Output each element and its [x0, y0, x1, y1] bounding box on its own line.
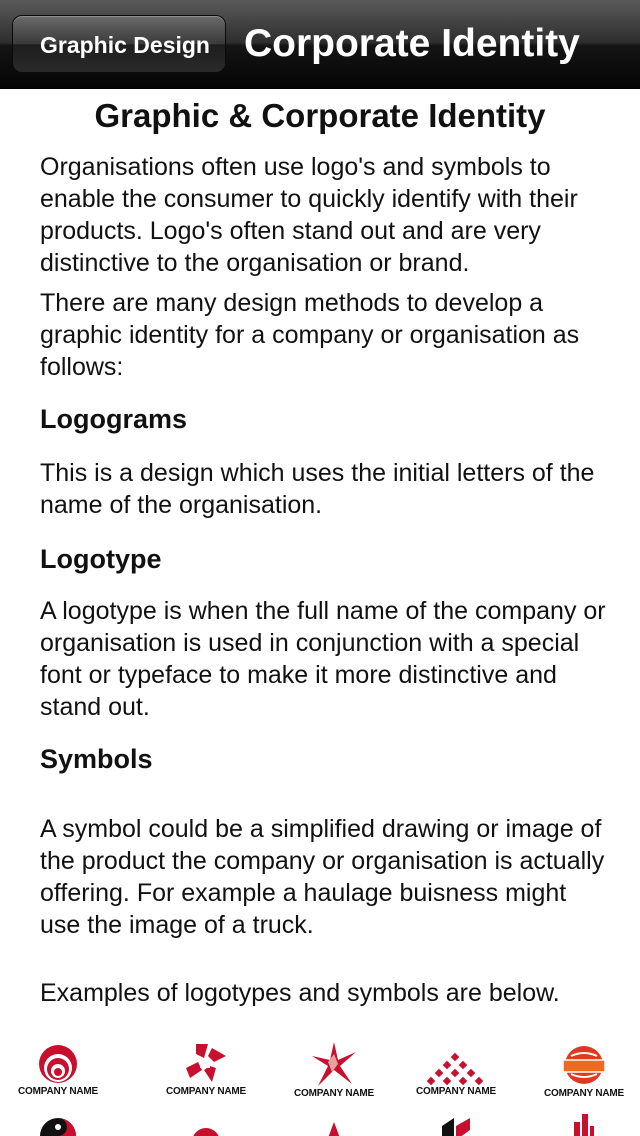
fan-shape-logo-icon [310, 1118, 358, 1136]
star-burst-logo-icon [310, 1040, 358, 1088]
logo-example [0, 1042, 122, 1097]
section-body-logotype: A logotype is when the full name of the company or organisation is used in conjunction with a special font or typeface to make it more distinctive and stand out. [40, 597, 606, 721]
logo-example-partial [520, 1108, 640, 1136]
logo-example [142, 1040, 270, 1097]
nav-title: Corporate Identity [244, 22, 580, 65]
section-body-symbols: A symbol could be a simplified drawing or image of the product the company or organisation is actually offering. For example a haulage buisness might use the image of a truck. [40, 815, 605, 939]
navigation-bar [0, 0, 640, 89]
back-button[interactable] [12, 15, 226, 73]
back-button-label: Graphic Design [40, 32, 210, 58]
methods-paragraph: There are many design methods to develop a graphic identity for a company or organisation as follows: [40, 289, 580, 381]
logo-examples [0, 1038, 640, 1136]
logo-caption: COMPANY NAME [415, 1086, 496, 1097]
section-heading-logotype: Logotype [40, 544, 162, 574]
bars-logo-icon [564, 1108, 604, 1136]
logo-caption: COMPANY NAME [543, 1088, 624, 1099]
examples-note: Examples of logotypes and symbols are below. [40, 979, 560, 1007]
section-body-logograms: This is a design which uses the initial letters of the name of the organisation. [40, 459, 595, 519]
grid-triangle-logo-icon [416, 1052, 496, 1086]
logo-caption: COMPANY NAME [17, 1086, 98, 1097]
page-heading: Graphic & Corporate Identity [94, 97, 546, 134]
intro-paragraph: Organisations often use logo's and symbols to enable the consumer to quickly identify with their products. Logo's often stand out and are very distinctive to the organisation or brand. [40, 153, 578, 277]
logo-example [270, 1040, 398, 1099]
logo-caption: COMPANY NAME [293, 1088, 374, 1099]
logo-example-partial [142, 1122, 270, 1136]
globe-banner-logo-icon [561, 1042, 607, 1088]
logo-example [392, 1052, 520, 1097]
concentric-arc-logo-icon [36, 1042, 80, 1086]
yin-yang-logo-icon [38, 1116, 78, 1136]
logo-example-partial [392, 1116, 520, 1136]
logo-example-partial [0, 1116, 122, 1136]
red-circle-logo-icon [186, 1122, 226, 1136]
section-heading-logograms: Logograms [40, 404, 188, 434]
logo-caption: COMPANY NAME [165, 1086, 246, 1097]
angular-letter-logo-icon [436, 1116, 476, 1136]
logo-example [520, 1042, 640, 1099]
article-content [40, 88, 610, 1009]
pinwheel-square-logo-icon [182, 1040, 230, 1086]
logo-example-partial [270, 1118, 398, 1136]
section-heading-symbols: Symbols [40, 744, 153, 774]
